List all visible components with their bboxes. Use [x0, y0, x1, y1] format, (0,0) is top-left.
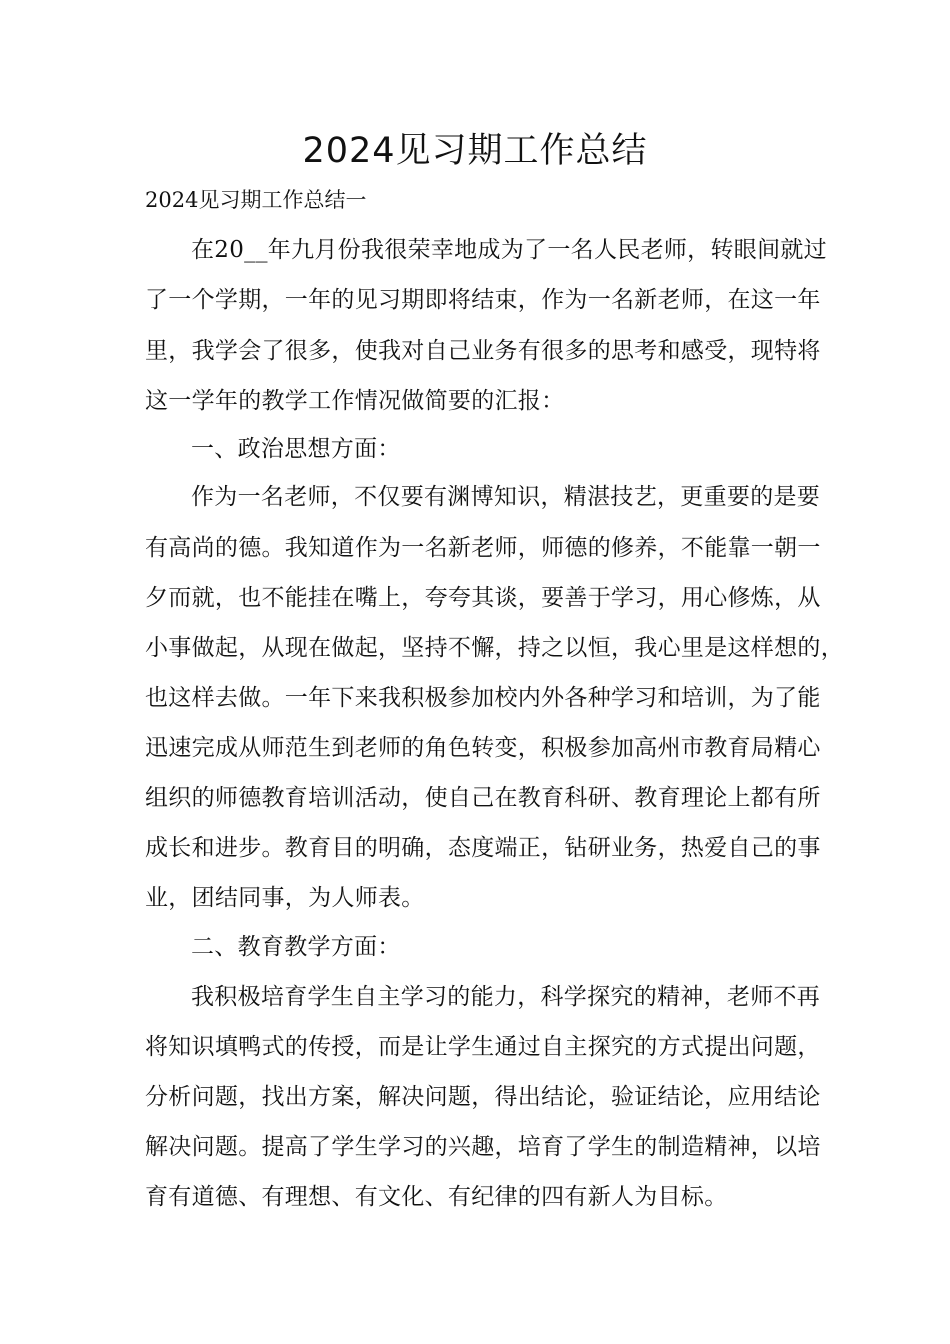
paragraph-line: 这一学年的教学工作情况做简要的汇报： [145, 388, 565, 414]
paragraph-line: 也这样去做。一年下来我积极参加校内外各种学习和培训，为了能 [145, 685, 821, 711]
paragraph-line: 成长和进步。教育目的明确，态度端正，钻研业务，热爱自己的事 [145, 835, 821, 861]
document-title: 2024见习期工作总结 [302, 131, 648, 171]
paragraph-line: 组织的师德教育培训活动，使自己在教育科研、教育理论上都有所 [145, 785, 821, 811]
section-heading: 一、政治思想方面： [191, 436, 401, 462]
paragraph-line: 夕而就，也不能挂在嘴上，夸夸其谈，要善于学习，用心修炼，从 [145, 585, 821, 611]
paragraph-line: 小事做起，从现在做起，坚持不懈，持之以恒，我心里是这样想的， [145, 635, 844, 661]
paragraph-line: 解决问题。提高了学生学习的兴趣，培育了学生的制造精神，以培 [145, 1134, 821, 1160]
section-heading: 二、教育教学方面： [191, 934, 401, 960]
document-subtitle: 2024见习期工作总结一 [145, 188, 367, 212]
paragraph-line: 迅速完成从师范生到老师的角色转变，积极参加高州市教育局精心 [145, 735, 821, 761]
paragraph-line: 育有道德、有理想、有文化、有纪律的四有新人为目标。 [145, 1184, 728, 1210]
paragraph-line: 里，我学会了很多，使我对自己业务有很多的思考和感受，现特将 [145, 338, 821, 364]
paragraph-line: 作为一名老师，不仅要有渊博知识，精湛技艺，更重要的是要 [191, 484, 821, 510]
paragraph-line: 业，团结同事，为人师表。 [145, 885, 425, 911]
paragraph-line: 将知识填鸭式的传授，而是让学生通过自主探究的方式提出问题， [145, 1034, 821, 1060]
paragraph-line: 在20__年九月份我很荣幸地成为了一名人民老师，转眼间就过 [191, 237, 827, 263]
paragraph-line: 有高尚的德。我知道作为一名新老师，师德的修养，不能靠一朝一 [145, 535, 821, 561]
paragraph-line: 了一个学期，一年的见习期即将结束，作为一名新老师，在这一年 [145, 287, 821, 313]
paragraph-line: 我积极培育学生自主学习的能力，科学探究的精神，老师不再 [191, 984, 821, 1010]
paragraph-line: 分析问题，找出方案，解决问题，得出结论，验证结论，应用结论 [145, 1084, 821, 1110]
